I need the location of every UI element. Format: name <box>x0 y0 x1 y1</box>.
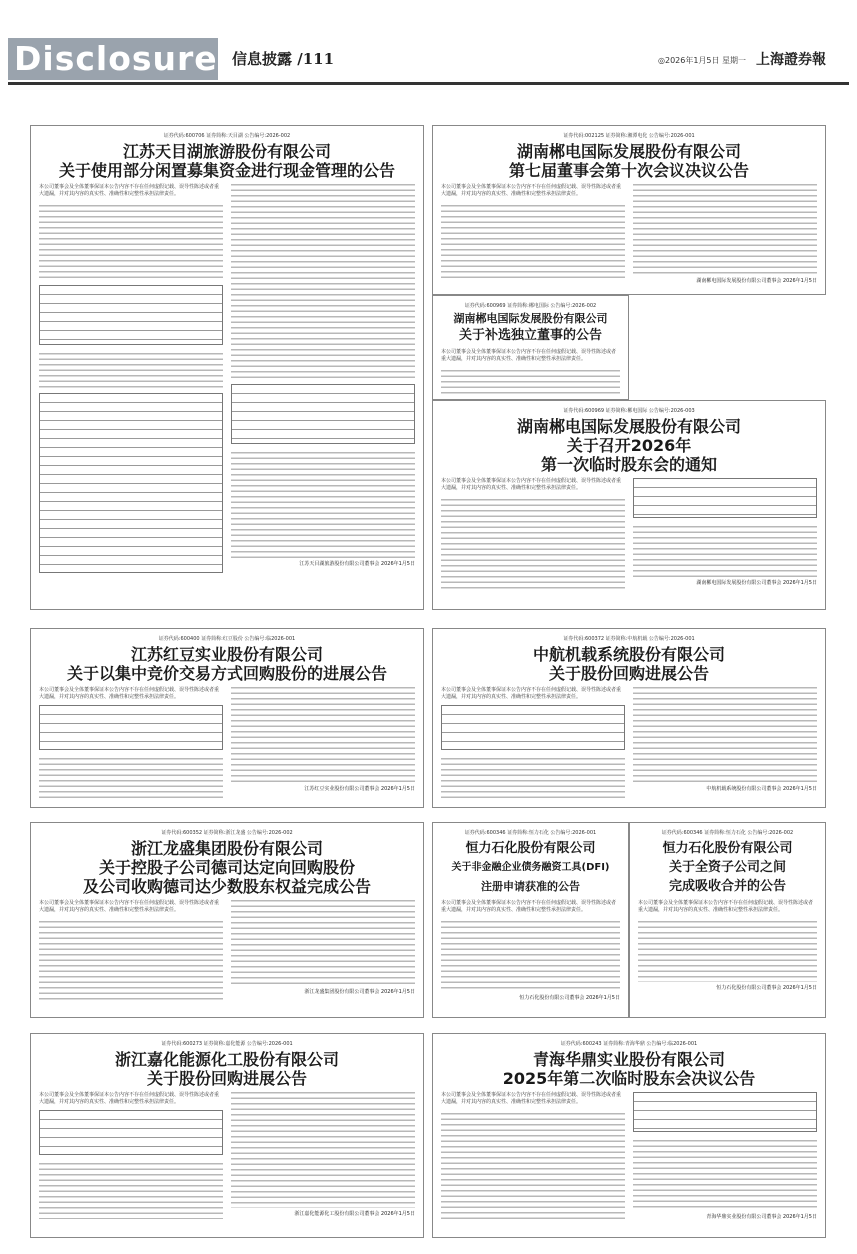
announcement-title: 关于股份回购进展公告 <box>548 664 709 683</box>
section-title: 信息披露 /111 <box>232 50 335 68</box>
body-text <box>441 201 625 281</box>
announcement-title: 及公司收购德司达少数股东权益完成公告 <box>82 877 371 896</box>
announcement-meta: 证券代码:600400 证券简称:红豆股份 公告编号:临2026-001 <box>158 636 296 642</box>
body-text <box>39 201 223 281</box>
announcement-meta: 证券代码:600346 证券简称:恒力石化 公告编号:2026-002 <box>661 830 794 836</box>
company-name: 浙江嘉化能源化工股份有限公司 <box>114 1050 339 1069</box>
signature: 中航机载系统股份有限公司董事会 2026年1月5日 <box>706 786 817 792</box>
company-name: 恒力石化股份有限公司 <box>662 841 793 856</box>
company-name: 中航机载系统股份有限公司 <box>532 645 725 664</box>
body-text <box>231 896 415 986</box>
body-text <box>633 1136 817 1211</box>
body-text <box>231 180 415 380</box>
announcement-hongdou <box>30 628 424 808</box>
announcement-chendian-board <box>432 125 826 295</box>
announcement-title: 关于补选独立董事的公告 <box>458 328 602 343</box>
announcement-huading <box>432 1033 826 1238</box>
signature: 湖南郴电国际发展股份有限公司董事会 2026年1月5日 <box>696 580 817 586</box>
company-name: 青海华鼎实业股份有限公司 <box>532 1050 725 1069</box>
announcement-avic-airborne <box>432 628 826 808</box>
signature: 江苏红豆实业股份有限公司董事会 2026年1月5日 <box>304 786 415 792</box>
issue-date: ◎2026年1月5日 星期一 <box>658 56 747 65</box>
masthead <box>0 0 857 80</box>
announcement-title: 关于全资子公司之间 <box>668 860 786 875</box>
announcement-title: 第一次临时股东会的通知 <box>540 455 717 474</box>
announcement-meta: 证券代码:600706 证券简称:天目湖 公告编号:2026-002 <box>163 133 291 139</box>
announcement-title: 2025年第二次临时股东会决议公告 <box>502 1069 756 1088</box>
announcement-meta: 证券代码:600372 证券简称:中航机载 公告编号:2026-001 <box>563 636 695 642</box>
company-name: 湖南郴电国际发展股份有限公司 <box>453 312 608 325</box>
body-text <box>633 180 817 275</box>
announcement-meta: 证券代码:600346 证券简称:恒力石化 公告编号:2026-001 <box>464 830 597 836</box>
announcement-title: 注册申请获准的公告 <box>481 880 580 893</box>
announcement-jiahua <box>30 1033 424 1238</box>
announcement-title: 关于召开2026年 <box>566 436 692 455</box>
signature: 浙江龙盛集团股份有限公司董事会 2026年1月5日 <box>304 989 415 995</box>
announcement-notice: 本公司董事会及全体董事保证本公告内容不存在任何虚假记载、误导性陈述或者重大遗漏，并对其内容的真实性、准确性和完整性承担法律责任。 <box>441 184 622 197</box>
announcement-title: 关于非金融企业债务融资工具(DFI) <box>451 862 610 873</box>
announcement-chendian-meeting <box>432 400 826 610</box>
announcement-meta: 证券代码:600969 证券简称:郴电国际 公告编号:2026-003 <box>563 408 695 414</box>
announcement-notice: 本公司董事会及全体董事保证本公告内容不存在任何虚假记载、误导性陈述或者重大遗漏，并对其内容的真实性、准确性和完整性承担法律责任。 <box>441 687 622 700</box>
signature: 浙江嘉化能源化工股份有限公司董事会 2026年1月5日 <box>294 1211 415 1217</box>
announcement-notice: 本公司董事会及全体董事保证本公告内容不存在任何虚假记载、误导性陈述或者重大遗漏，并对其内容的真实性、准确性和完整性承担法律责任。 <box>441 1092 622 1105</box>
announcement-notice: 本公司董事会及全体董事保证本公告内容不存在任何虚假记载、误导性陈述或者重大遗漏，并对其内容的真实性、准确性和完整性承担法律责任。 <box>39 1092 220 1105</box>
table <box>39 705 223 750</box>
signature: 青海华鼎实业股份有限公司董事会 2026年1月5日 <box>706 1214 817 1220</box>
brand-logo: Disclosure <box>8 38 218 80</box>
announcement-longsheng <box>30 822 424 1018</box>
company-name: 湖南郴电国际发展股份有限公司 <box>516 417 741 436</box>
body-text <box>441 754 625 799</box>
signature: 恒力石化股份有限公司董事会 2026年1月5日 <box>519 995 620 1001</box>
announcement-hengli-dfi <box>432 822 629 1018</box>
announcement-notice: 本公司董事会及全体董事保证本公告内容不存在任何虚假记载、误导性陈述或者重大遗漏，并对其内容的真实性、准确性和完整性承担法律责任。 <box>39 900 220 913</box>
table <box>633 478 817 518</box>
announcement-notice: 本公司董事会及全体董事保证本公告内容不存在任何虚假记载、误导性陈述或者重大遗漏，并对其内容的真实性、准确性和完整性承担法律责任。 <box>638 900 814 913</box>
company-name: 江苏天目湖旅游股份有限公司 <box>122 142 331 161</box>
company-name: 浙江龙盛集团股份有限公司 <box>130 839 323 858</box>
body-text <box>39 754 223 799</box>
announcement-title: 关于股份回购进展公告 <box>146 1069 307 1088</box>
announcement-meta: 证券代码:600352 证券简称:浙江龙盛 公告编号:2026-002 <box>161 830 293 836</box>
table <box>39 393 223 573</box>
announcement-title: 关于控股子公司德司达定向回购股份 <box>98 858 355 877</box>
announcement-notice: 本公司董事会及全体董事保证本公告内容不存在任何虚假记载、误导性陈述或者重大遗漏，并对其内容的真实性、准确性和完整性承担法律责任。 <box>441 478 622 491</box>
company-name: 恒力石化股份有限公司 <box>465 841 596 856</box>
announcement-meta: 证券代码:600273 证券简称:嘉化能源 公告编号:2026-001 <box>161 1041 293 1047</box>
announcement-title: 关于以集中竞价交易方式回购股份的进展公告 <box>66 664 387 683</box>
announcement-meta: 证券代码:600969 证券简称:郴电国际 公告编号:2026-002 <box>464 303 597 309</box>
announcement-hengli-merger <box>629 822 826 1018</box>
body-text <box>39 1159 223 1219</box>
announcement-meta: 证券代码:002125 证券简称:湘潭电化 公告编号:2026-001 <box>563 133 695 139</box>
table <box>633 1092 817 1132</box>
announcement-chendian-director <box>432 295 629 400</box>
body-text <box>231 683 415 783</box>
table <box>441 705 625 750</box>
signature: 恒力石化股份有限公司董事会 2026年1月5日 <box>716 985 817 991</box>
table <box>231 384 415 444</box>
signature: 湖南郴电国际发展股份有限公司董事会 2026年1月5日 <box>696 278 817 284</box>
body-text <box>39 917 223 1002</box>
table <box>39 285 223 345</box>
body-text <box>441 917 620 992</box>
announcement-title: 完成吸收合并的公告 <box>668 879 786 894</box>
body-text <box>231 1088 415 1208</box>
body-text <box>638 917 817 982</box>
company-name: 江苏红豆实业股份有限公司 <box>130 645 323 664</box>
announcement-notice: 本公司董事会及全体董事保证本公告内容不存在任何虚假记载、误导性陈述或者重大遗漏，并对其内容的真实性、准确性和完整性承担法律责任。 <box>441 349 617 362</box>
announcement-notice: 本公司董事会及全体董事保证本公告内容不存在任何虚假记载、误导性陈述或者重大遗漏，并对其内容的真实性、准确性和完整性承担法律责任。 <box>39 184 220 197</box>
body-text <box>441 1109 625 1219</box>
announcement-meta: 证券代码:600243 证券简称:青海华鼎 公告编号:临2026-001 <box>560 1041 698 1047</box>
newspaper-logo: 上海證券報 <box>756 52 826 68</box>
body-text <box>441 366 620 396</box>
body-text <box>39 349 223 389</box>
table <box>39 1110 223 1155</box>
announcement-title: 关于使用部分闲置募集资金进行现金管理的公告 <box>58 161 395 180</box>
body-text <box>633 522 817 577</box>
company-name: 湖南郴电国际发展股份有限公司 <box>516 142 741 161</box>
announcement-title: 第七届董事会第十次会议决议公告 <box>508 161 749 180</box>
header-rule <box>8 82 849 85</box>
announcement-tianmuhu <box>30 125 424 610</box>
announcement-notice: 本公司董事会及全体董事保证本公告内容不存在任何虚假记载、误导性陈述或者重大遗漏，并对其内容的真实性、准确性和完整性承担法律责任。 <box>441 900 617 913</box>
body-text <box>441 495 625 590</box>
announcement-notice: 本公司董事会及全体董事保证本公告内容不存在任何虚假记载、误导性陈述或者重大遗漏，并对其内容的真实性、准确性和完整性承担法律责任。 <box>39 687 220 700</box>
signature: 江苏天目湖旅游股份有限公司董事会 2026年1月5日 <box>299 561 415 567</box>
body-text <box>231 448 415 558</box>
body-text <box>633 683 817 783</box>
